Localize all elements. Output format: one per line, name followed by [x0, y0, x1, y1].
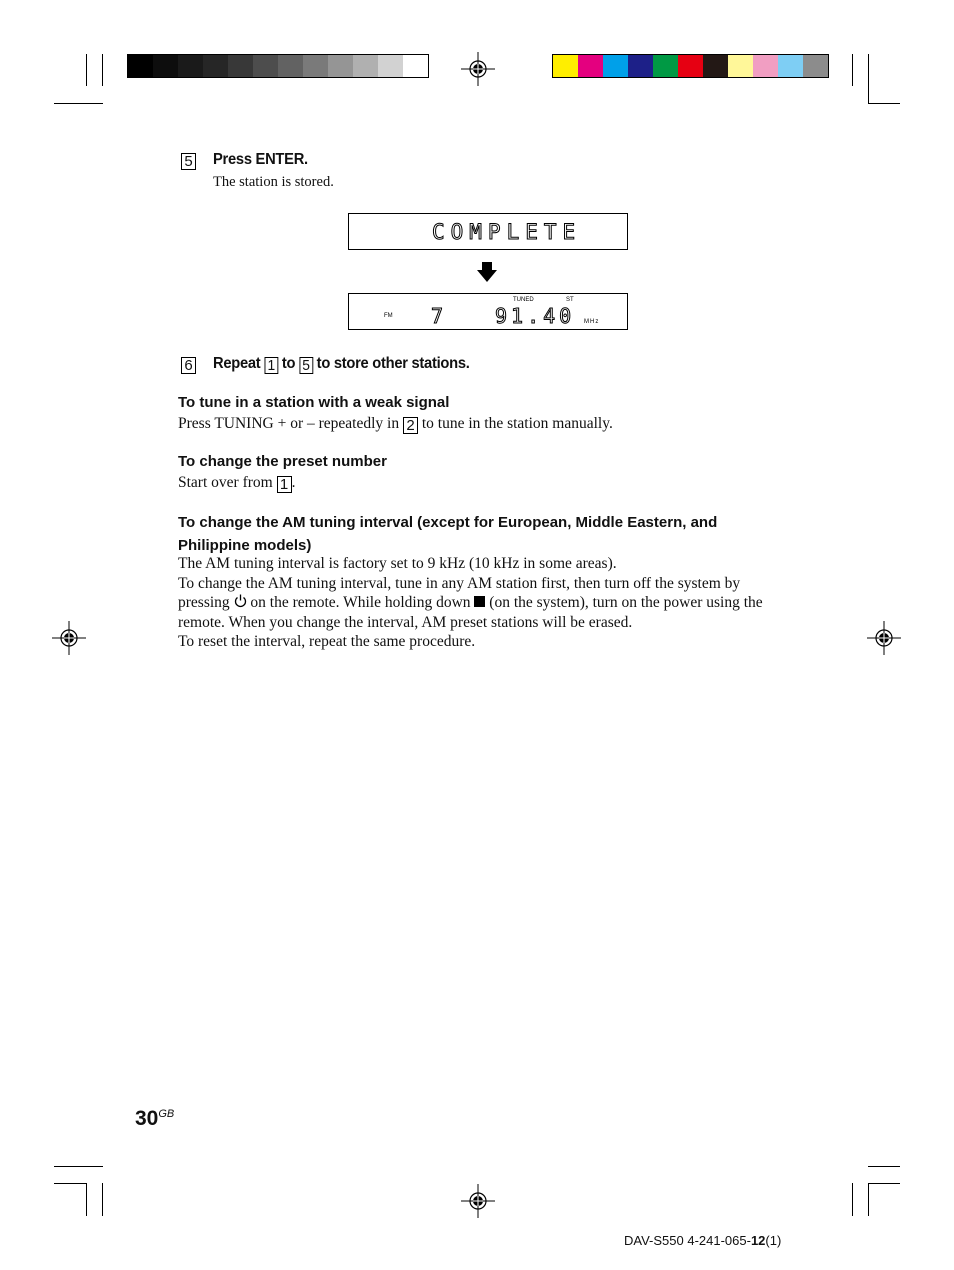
step-6 — [181, 355, 196, 374]
color-swatch — [803, 55, 828, 77]
gray-swatch — [378, 55, 403, 77]
color-swatch — [678, 55, 703, 77]
gray-swatch — [203, 55, 228, 77]
am-heading — [178, 511, 878, 557]
gray-swatch — [328, 55, 353, 77]
gray-swatch — [303, 55, 328, 77]
display-stereo-indicator: ST — [566, 297, 574, 303]
am-line-3 — [178, 593, 858, 613]
color-swatch — [628, 55, 653, 77]
step-number-5: 5 — [181, 153, 196, 170]
display-frequency-value: 91.40 — [495, 304, 576, 328]
registration-mark-icon — [461, 52, 495, 86]
am-heading-line-2: Philippine models) — [178, 537, 312, 554]
am-line-3a: pressing — [178, 594, 230, 611]
color-swatch — [778, 55, 803, 77]
am-body — [178, 554, 858, 652]
step-ref-2: 2 — [403, 417, 418, 434]
step-ref-5: 5 — [299, 357, 313, 374]
color-calibration-bar — [552, 54, 829, 78]
am-line-3c: (on the system), turn on the power using the — [489, 594, 763, 611]
display-unit: MHz — [584, 319, 600, 325]
registration-mark-icon — [461, 1184, 495, 1218]
gray-swatch — [228, 55, 253, 77]
step-ref-1: 1 — [264, 357, 278, 374]
step-6-mid: to — [281, 355, 296, 372]
weak-text-after: to tune in the station manually. — [421, 415, 613, 432]
page-number-suffix: GB — [158, 1108, 175, 1120]
code-suffix: (1) — [765, 1233, 782, 1248]
code-bold: 12 — [750, 1233, 766, 1248]
stop-icon — [474, 596, 485, 607]
am-line-2: To change the AM tuning interval, tune in any AM station first, then turn off the system by — [178, 574, 741, 592]
gray-swatch — [128, 55, 153, 77]
preset-text-after: . — [291, 474, 296, 491]
step-5-title: Press ENTER. — [213, 151, 308, 168]
registration-mark-icon — [52, 621, 86, 655]
color-swatch — [753, 55, 778, 77]
color-swatch — [553, 55, 578, 77]
am-line-1: The AM tuning interval is factory set to 9 kHz (10 kHz in some areas). — [178, 555, 617, 572]
step-6-prefix: Repeat — [213, 355, 261, 372]
am-line-5: To reset the interval, repeat the same procedure. — [178, 633, 476, 650]
display-frequency — [348, 293, 628, 330]
color-swatch — [703, 55, 728, 77]
gray-swatch — [153, 55, 178, 77]
power-icon — [234, 594, 247, 608]
preset-heading: To change the preset number — [178, 453, 387, 470]
step-6-suffix: to store other stations. — [316, 355, 470, 372]
step-6-title — [213, 355, 470, 374]
color-swatch — [603, 55, 628, 77]
am-line-3b: on the remote. While holding down — [250, 594, 471, 611]
step-5-text: The station is stored. — [213, 174, 334, 190]
page-number — [135, 1107, 174, 1131]
display-band: FM — [384, 313, 393, 319]
display-complete — [348, 213, 628, 250]
am-line-4: remote. When you change the interval, AM preset stations will be erased. — [178, 613, 633, 631]
color-swatch — [578, 55, 603, 77]
weak-signal-text — [178, 414, 613, 434]
color-swatch — [653, 55, 678, 77]
registration-mark-icon — [867, 621, 901, 655]
step-ref-1-preset: 1 — [277, 476, 292, 493]
weak-signal-heading: To tune in a station with a weak signal — [178, 394, 450, 411]
grayscale-calibration-bar — [127, 54, 429, 78]
weak-text-before: Press TUNING + or – repeatedly in — [178, 415, 400, 432]
gray-swatch — [353, 55, 378, 77]
arrow-down-icon — [477, 262, 497, 282]
step-5 — [181, 151, 196, 170]
preset-text — [178, 473, 295, 493]
gray-swatch — [278, 55, 303, 77]
display-preset-number: 7 — [431, 304, 450, 328]
color-swatch — [728, 55, 753, 77]
display-tuned-indicator: TUNED — [513, 297, 534, 303]
code-prefix: DAV-S550 4-241-065- — [624, 1233, 751, 1248]
gray-swatch — [253, 55, 278, 77]
gray-swatch — [178, 55, 203, 77]
am-heading-line-1: To change the AM tuning interval (except for European, Middle Eastern, and — [178, 514, 718, 531]
display-complete-text: COMPLETE — [432, 220, 582, 244]
step-number-6: 6 — [181, 357, 196, 374]
page-number-value: 30 — [135, 1107, 159, 1130]
document-code — [624, 1233, 781, 1248]
gray-swatch — [403, 55, 428, 77]
preset-text-before: Start over from — [178, 474, 273, 491]
